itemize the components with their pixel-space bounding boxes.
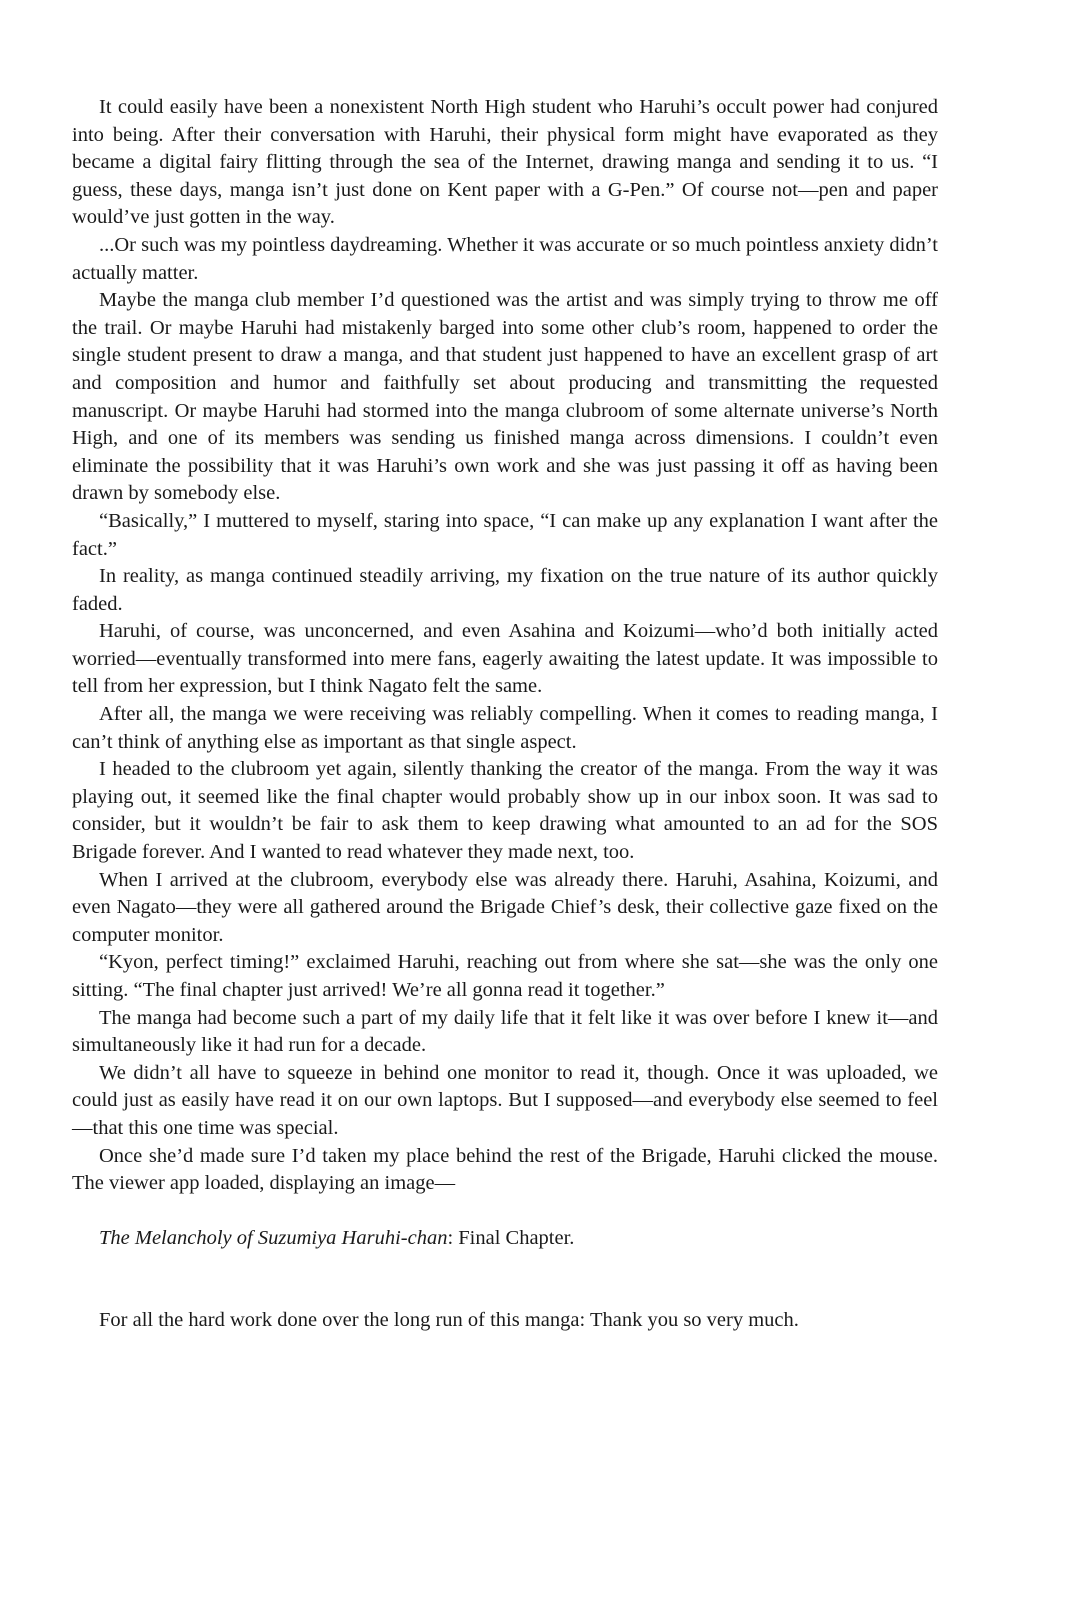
- chapter-title-line: [72, 1225, 938, 1253]
- book-page: [72, 94, 938, 1335]
- paragraph-11: The manga had become such a part of my daily life that it felt like it was over before I knew it—and simultaneously like it had run for a decade.: [72, 1006, 938, 1057]
- paragraph-7: After all, the manga we were receiving was reliably compelling. When it comes to reading manga, I can’t think of anything else as important as that single aspect.: [72, 703, 938, 753]
- closing-thanks: For all the hard work done over the long run of this manga: Thank you so very much.: [99, 1309, 799, 1332]
- paragraph-2: ...Or such was my pointless daydreaming. Whether it was accurate or so much pointless anxiety didn’t actually matter.: [72, 233, 938, 284]
- paragraph-13: Once she’d made sure I’d taken my place behind the rest of the Brigade, Haruhi clicked the mouse. The viewer app loaded, displaying an image—: [72, 1144, 938, 1195]
- paragraph-6: Haruhi, of course, was unconcerned, and even Asahina and Koizumi—who’d both initially acted worried—eventually transformed into mere fans, eagerly awaiting the latest update. It was impossible to tell from her expression, but I think Nagato felt the same.: [72, 620, 938, 698]
- paragraph-10: “Kyon, perfect timing!” exclaimed Haruhi, reaching out from where she sat—she was the only one sitting. “The final chapter just arrived! We’re all gonna read it together.”: [72, 951, 938, 1001]
- paragraph-12: We didn’t all have to squeeze in behind one monitor to read it, though. Once it was uploaded, we could just as easily have read it on our own laptops. But I supposed—and everybody else seemed to feel—that this one time was special.: [72, 1061, 938, 1139]
- paragraph-8: I headed to the clubroom yet again, silently thanking the creator of the manga. From the way it was playing out, it seemed like the final chapter would probably show up in our inbox soon. It was sad to consider, but it wouldn’t be fair to ask them to keep drawing what amounted to an ad for the SOS Brigade forever. And I wanted to read whatever they made next, too.: [72, 758, 938, 864]
- paragraph-3: Maybe the manga club member I’d questioned was the artist and was simply trying to throw me off the trail. Or maybe Haruhi had mistakenly barged into some other club’s room, happened to order the single student present to draw a manga, and that student just happened to have an excellent grasp of art and composition and humor and faithfully set about producing and transmitting the requested manuscript. Or maybe Haruhi had stormed into the manga clubroom of some alternate universe’s North High, and one of its members was sending us finished manga across dimensions. I couldn’t even eliminate the possibility that it was Haruhi’s own work and she was just passing it off as having been drawn by somebody else.: [72, 289, 938, 505]
- chapter-title-rest: : Final Chapter.: [447, 1226, 575, 1249]
- paragraph-9: When I arrived at the clubroom, everybody else was already there. Haruhi, Asahina, Koizumi, and even Nagato—they were all gathered around the Brigade Chief’s desk, their collective gaze fixed on the computer monitor.: [72, 868, 938, 946]
- chapter-title-italic: The Melancholy of Suzumiya Haruhi-chan: [99, 1226, 448, 1249]
- paragraph-1: It could easily have been a nonexistent North High student who Haruhi’s occult power had conjured into being. After their conversation with Haruhi, their physical form might have evaporated as they became a digital fairy flitting through the sea of the Internet, drawing manga and sending it to us. “I guess, these days, manga isn’t just done on Kent paper with a G-Pen.” Of course not—pen and paper would’ve just gotten in the way.: [72, 96, 938, 229]
- paragraph-4: “Basically,” I muttered to myself, staring into space, “I can make up any explanation I want after the fact.”: [72, 509, 938, 560]
- paragraph-5: In reality, as manga continued steadily arriving, my fixation on the true nature of its author quickly faded.: [72, 565, 938, 615]
